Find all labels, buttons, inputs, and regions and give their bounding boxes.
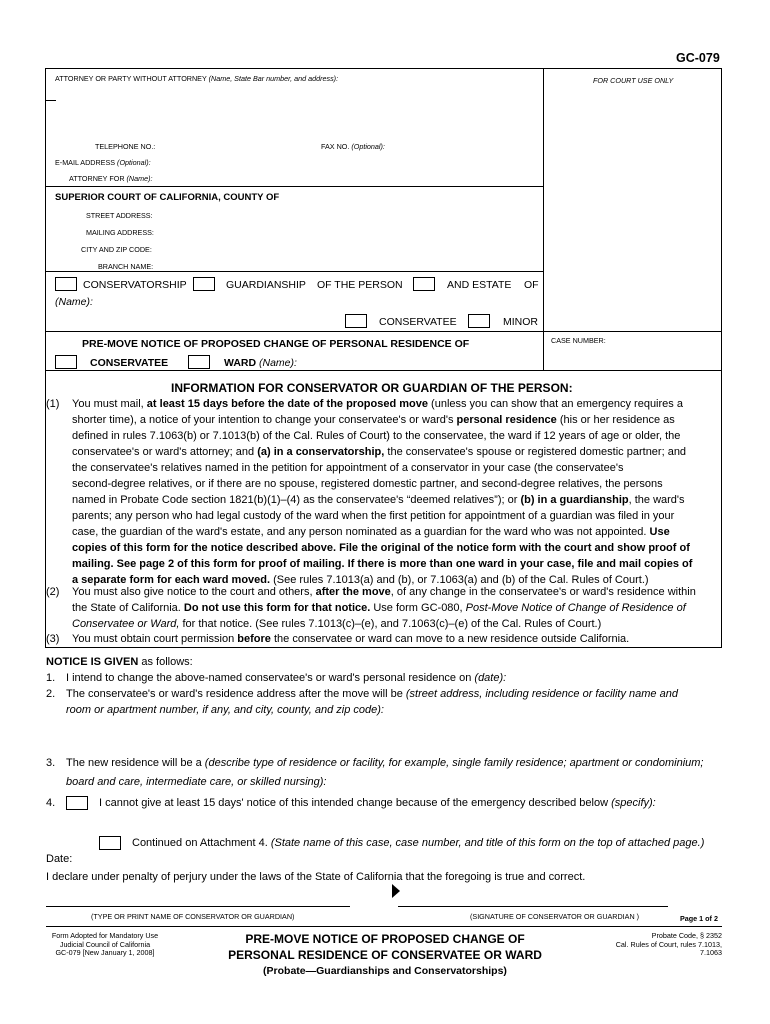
info-p1-segment: the conservatee's relatives named in the petition for appointment of a conservator in your case (the conservatee's bbox=[72, 462, 624, 474]
footer-rule bbox=[46, 926, 722, 927]
header-bottom-border bbox=[45, 370, 722, 371]
continued-attachment-checkbox[interactable] bbox=[99, 836, 121, 850]
court-use-label: FOR COURT USE ONLY bbox=[593, 76, 674, 85]
info-p3-line bbox=[72, 631, 717, 647]
caption-name-hint: (Name): bbox=[55, 296, 93, 308]
minor-label: MINOR bbox=[503, 316, 538, 328]
conservatorship-checkbox[interactable] bbox=[55, 277, 77, 291]
court-section-divider bbox=[45, 271, 543, 272]
email-label-text: E-MAIL ADDRESS bbox=[55, 158, 116, 167]
p2-l2-d: Post-Move Notice of Change of Residence of bbox=[465, 602, 686, 614]
telephone-label: TELEPHONE NO.: bbox=[95, 142, 156, 151]
of-label: OF bbox=[524, 279, 539, 291]
name-caption: (TYPE OR PRINT NAME OF CONSERVATOR OR GUARDIAN) bbox=[91, 912, 295, 921]
continued-attachment bbox=[132, 837, 704, 849]
item3-text: The new residence will be a bbox=[66, 757, 205, 769]
conservatorship-label: CONSERVATORSHIP bbox=[83, 279, 187, 291]
of-the-person-label: OF THE PERSON bbox=[317, 279, 403, 291]
and-estate-checkbox[interactable] bbox=[413, 277, 435, 291]
footer-left-l3: GC-079 [New January 1, 2008] bbox=[55, 948, 155, 957]
conservatee-label: CONSERVATEE bbox=[379, 316, 457, 328]
info-paragraph-3 bbox=[46, 631, 717, 647]
p2-l1-a: You must also give notice to the court and others, bbox=[72, 586, 316, 598]
case-number-label: CASE NUMBER: bbox=[551, 336, 606, 345]
footer-title-l1: PRE-MOVE NOTICE OF PROPOSED CHANGE OF bbox=[245, 932, 525, 946]
info-p1-segment: at least 15 days before the date of the proposed move bbox=[146, 398, 428, 410]
email-optional: (Optional): bbox=[117, 158, 151, 167]
info-p1-segment: (b) in a guardianship bbox=[520, 494, 629, 506]
p2-l2-a: the State of California. bbox=[72, 602, 184, 614]
item4-hint: (specify): bbox=[611, 797, 656, 809]
info-p2-line2 bbox=[72, 600, 717, 616]
info-p1-segment: personal residence bbox=[456, 414, 557, 426]
item1-content bbox=[66, 672, 506, 684]
info-p1-line bbox=[72, 396, 717, 412]
info-p1-line bbox=[72, 524, 717, 540]
p2-l1-b: after the move bbox=[315, 586, 391, 598]
caption-divider bbox=[45, 331, 722, 332]
footer-right-l1: Probate Code, § 2352 bbox=[651, 931, 722, 940]
date-label: Date: bbox=[46, 853, 73, 865]
item4-text: I cannot give at least 15 days' notice of this intended change because of the emergency described below bbox=[99, 797, 612, 809]
notice-item-2 bbox=[46, 688, 678, 700]
info-p1-segment: copies of this form for the notice described above. File the original of the notice form with the court and show proof of bbox=[72, 542, 690, 554]
footer-title-l3: (Probate—Guardianships and Conservatorships) bbox=[263, 965, 507, 977]
item2-text: The conservatee's or ward's residence address after the move will be bbox=[66, 688, 406, 700]
item2-number: 2. bbox=[46, 688, 56, 700]
item1-number: 1. bbox=[46, 672, 56, 684]
info-p1-line bbox=[72, 492, 717, 508]
info-p1-segment: case, the guardian of the ward's estate, and any person nominated as a guardian for the ward who was not appointed. bbox=[72, 526, 650, 538]
info-p1-segment: second-degree relatives, or if there are no spouse, registered domestic partner, and second-degree relatives, the persons bbox=[72, 478, 663, 490]
header-top-border bbox=[45, 68, 722, 69]
p3-a: You must obtain court permission bbox=[72, 633, 238, 645]
signature-line bbox=[398, 906, 668, 907]
info-bottom-border bbox=[45, 647, 722, 648]
item2-hint-l1: (street address, including residence or facility name and bbox=[405, 688, 678, 700]
info-paragraph-2 bbox=[46, 584, 717, 632]
item3-number: 3. bbox=[46, 757, 56, 769]
info-p1-segment: (unless you can show that an emergency requires a bbox=[427, 398, 683, 410]
info-p1-line bbox=[72, 428, 717, 444]
footer-left bbox=[46, 932, 164, 958]
info-p1-segment: mailing. See page 2 of this form for proof of mailing. If there is more than one ward in your case, file and mail copies of bbox=[72, 558, 693, 570]
notice-heading-bold: NOTICE IS GIVEN bbox=[46, 656, 139, 668]
footer-right bbox=[582, 932, 722, 958]
info-right-border bbox=[721, 370, 722, 648]
attorney-label-text: ATTORNEY OR PARTY WITHOUT ATTORNEY bbox=[55, 74, 207, 83]
fax-label bbox=[321, 142, 385, 151]
p2-l3-b: for that notice. (See rules 7.1013(c)–(e), and 7.1063(c)–(e) of the Cal. Rules of Court.) bbox=[179, 618, 602, 630]
info-p1-segment: (a) in a conservatorship, bbox=[257, 446, 385, 458]
p3-c: the conservatee or ward can move to a new residence outside California. bbox=[270, 633, 630, 645]
info-heading: INFORMATION FOR CONSERVATOR OR GUARDIAN OF THE PERSON: bbox=[171, 381, 573, 395]
notice-item-3 bbox=[46, 757, 704, 769]
p2-l3-a: Conservatee or Ward, bbox=[72, 618, 180, 630]
attorney-label bbox=[55, 74, 338, 83]
notice-heading bbox=[46, 656, 193, 668]
p3-b: before bbox=[237, 633, 271, 645]
info-p3-number: (3) bbox=[46, 633, 60, 645]
p2-l1-c: , of any change in the conservatee's or ward's residence within bbox=[390, 586, 696, 598]
footer-left-l1: Form Adopted for Mandatory Use bbox=[51, 931, 159, 940]
info-p1-line bbox=[72, 508, 717, 524]
item4-checkbox[interactable] bbox=[66, 796, 88, 810]
info-p1-segment: parents; any person who had legal custody of the ward when the first petition for appointment of a guardian was filed in your bbox=[72, 510, 675, 522]
info-p1-segment: conservatee's or ward's attorney; and bbox=[72, 446, 258, 458]
info-p1-line bbox=[72, 540, 717, 556]
attorney-label-hint: (Name, State Bar number, and address): bbox=[208, 74, 339, 83]
mailing-address-label: MAILING ADDRESS: bbox=[86, 228, 154, 237]
notice-item-1 bbox=[46, 672, 507, 684]
info-p1-line bbox=[72, 412, 717, 428]
title-conservatee-checkbox[interactable] bbox=[55, 355, 77, 369]
notice-heading-rest: as follows: bbox=[138, 656, 193, 668]
info-p1-segment: Use bbox=[649, 526, 670, 538]
attorney-name-tick bbox=[45, 100, 56, 101]
footer-right-l3: 7.1063 bbox=[700, 948, 722, 957]
p2-l2-c: Use form GC-080, bbox=[370, 602, 466, 614]
p2-l2-b: Do not use this form for that notice. bbox=[183, 602, 371, 614]
info-p1-segment: a separate form for each ward moved. bbox=[72, 574, 271, 586]
footer-title bbox=[200, 931, 570, 979]
attorney-section-divider bbox=[45, 186, 543, 187]
title-conservatee-label: CONSERVATEE bbox=[90, 357, 169, 369]
branch-name-label: BRANCH NAME: bbox=[98, 262, 154, 271]
guardianship-checkbox[interactable] bbox=[193, 277, 215, 291]
fax-label-text: FAX NO. bbox=[321, 142, 350, 151]
guardianship-label: GUARDIANSHIP bbox=[226, 279, 306, 291]
item4-content bbox=[99, 797, 656, 809]
court-title: SUPERIOR COURT OF CALIFORNIA, COUNTY OF bbox=[55, 192, 280, 203]
email-label bbox=[55, 158, 151, 167]
info-p2-number: (2) bbox=[46, 586, 60, 598]
footer-left-l2: Judicial Council of California bbox=[59, 939, 151, 949]
title-ward-text: WARD bbox=[224, 357, 257, 369]
info-p1-segment: (See rules 7.1013(a) and (b), or 7.1063(a) and (b) of the Cal. Rules of Court.) bbox=[270, 574, 649, 586]
info-p1-line bbox=[72, 444, 717, 460]
continued-text: Continued on Attachment 4. bbox=[132, 837, 271, 849]
info-paragraph-1 bbox=[46, 396, 717, 588]
form-id: GC-079 bbox=[676, 51, 720, 65]
city-zip-label: CITY AND ZIP CODE: bbox=[81, 245, 152, 254]
item3-content bbox=[66, 757, 703, 769]
and-estate-label: AND ESTATE bbox=[447, 279, 512, 291]
item1-text: I intend to change the above-named conservatee's or ward's personal residence on bbox=[66, 672, 475, 684]
info-p1-segment: shorter time), a notice of your intention to change your conservatee's or ward's bbox=[72, 414, 457, 426]
item3-hint-l1: (describe type of residence or facility, for example, single family residence; apartment or condominium; bbox=[204, 757, 704, 769]
title-ward-hint: (Name): bbox=[259, 357, 297, 369]
footer-title-l2: PERSONAL RESIDENCE OF CONSERVATEE OR WARD bbox=[228, 948, 542, 962]
title-ward-label bbox=[224, 357, 297, 369]
name-signature-line bbox=[46, 906, 350, 907]
street-address-label: STREET ADDRESS: bbox=[86, 211, 153, 220]
info-p1-segment: (his or her residence as bbox=[556, 414, 675, 426]
item2-hint-line2: room or apartment number, if any, and city, county, and zip code): bbox=[66, 704, 384, 716]
conservatee-checkbox[interactable] bbox=[345, 314, 367, 328]
info-p1-line bbox=[72, 556, 717, 572]
minor-checkbox[interactable] bbox=[468, 314, 490, 328]
attorney-for-label bbox=[69, 174, 152, 183]
attorney-for-text: ATTORNEY FOR bbox=[69, 174, 125, 183]
item1-hint: (date): bbox=[474, 672, 507, 684]
info-p1-segment: , the ward's bbox=[628, 494, 685, 506]
attorney-for-hint: (Name): bbox=[126, 174, 153, 183]
continued-hint: (State name of this case, case number, and title of this form on the top of attached page.) bbox=[270, 837, 705, 849]
page-number: Page 1 of 2 bbox=[680, 914, 718, 923]
info-p1-number: (1) bbox=[46, 398, 60, 410]
info-p1-segment: You must mail, bbox=[72, 398, 147, 410]
signature-arrow-icon bbox=[392, 884, 400, 898]
info-p1-segment: the conservatee's spouse or registered domestic partner; and bbox=[384, 446, 687, 458]
info-p2-line1 bbox=[72, 584, 717, 600]
item4-number: 4. bbox=[46, 797, 56, 809]
form-title-line1: PRE-MOVE NOTICE OF PROPOSED CHANGE OF PERSONAL RESIDENCE OF bbox=[82, 338, 470, 350]
header-left-border bbox=[45, 68, 46, 370]
item3-hint-line2: board and care, intermediate care, or skilled nursing): bbox=[66, 776, 327, 788]
item2-content bbox=[66, 688, 678, 700]
header-right-border bbox=[721, 68, 722, 370]
title-ward-checkbox[interactable] bbox=[188, 355, 210, 369]
info-p2-line3 bbox=[72, 616, 717, 632]
info-p1-lines bbox=[72, 396, 717, 588]
info-p1-line bbox=[72, 460, 717, 476]
footer-right-l2: Cal. Rules of Court, rules 7.1013, bbox=[615, 939, 722, 949]
court-use-divider bbox=[543, 68, 544, 370]
perjury-declaration: I declare under penalty of perjury under the laws of the State of California that the foregoing is true and correct. bbox=[46, 871, 586, 883]
info-p1-line bbox=[72, 476, 717, 492]
info-p1-segment: named in Probate Code section 1821(b)(1)–(4) as the conservatee's “deemed relatives”); or bbox=[72, 494, 521, 506]
signature-caption: (SIGNATURE OF CONSERVATOR OR GUARDIAN ) bbox=[470, 912, 640, 921]
fax-optional: (Optional): bbox=[351, 142, 385, 151]
info-p1-segment: defined in rules 7.1063(b) or 7.1013(b) of the Cal. Rules of Court) to the conservatee, the ward if 12 years of age or older, the bbox=[72, 430, 681, 442]
